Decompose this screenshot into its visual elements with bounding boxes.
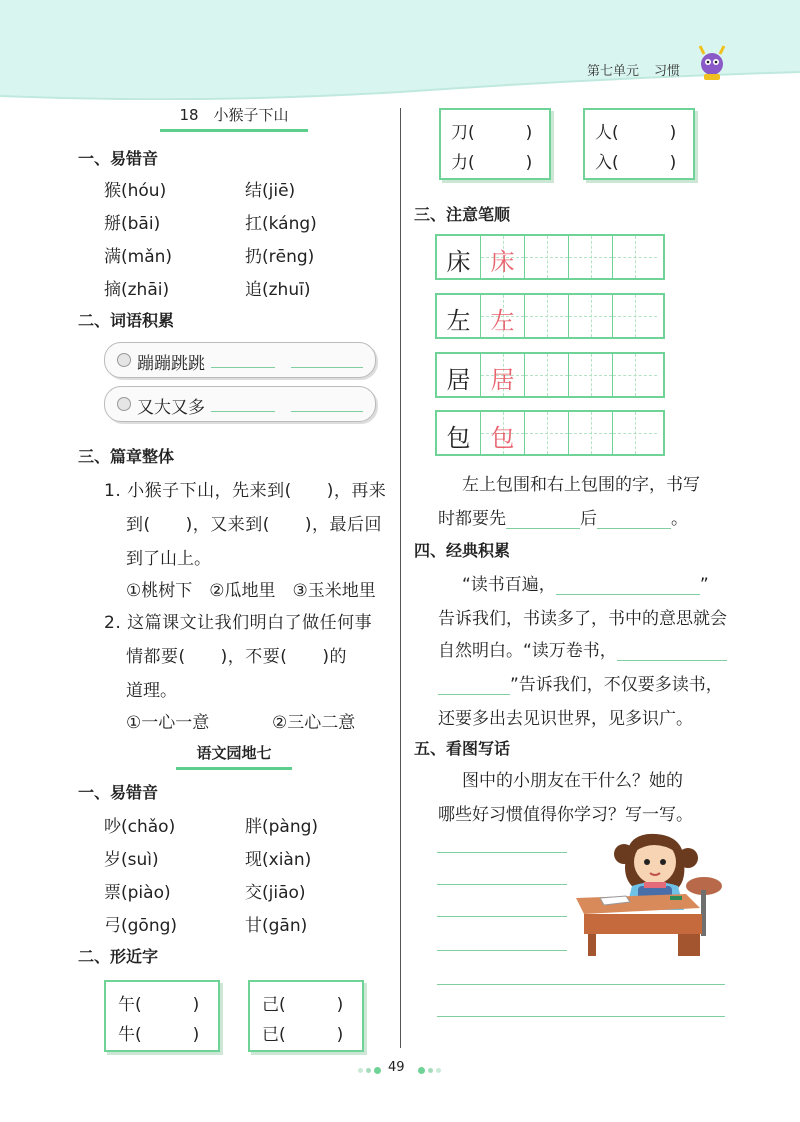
similar-char-box [104,980,220,1052]
bullet-icon [117,353,131,367]
pinyin-item: 掰(bāi) [104,214,161,234]
similar-char-item[interactable]: 午( ) [118,995,200,1015]
mascot-icon [694,44,730,84]
trace-char-cell: 左 [481,295,525,337]
decor-dot [436,1068,441,1073]
section-heading: 三、篇章整体 [78,447,175,466]
question-text: 到了山上。 [126,549,211,569]
column-divider [400,108,401,1048]
decor-dot [366,1068,371,1073]
similar-char-item[interactable]: 人( ) [595,123,677,143]
pinyin-item: 票(piào) [104,883,171,903]
practice-cell[interactable] [569,236,613,278]
question-text: 道理。 [126,681,177,701]
note-text: 时都要先 后 。 [438,509,688,529]
practice-cell[interactable] [525,354,569,396]
section-heading: 三、注意笔顺 [414,205,511,224]
trace-char-cell: 包 [481,412,525,454]
answer-line[interactable] [438,676,510,695]
header-banner [0,0,800,100]
word-pill [104,386,376,422]
bullet-icon [117,397,131,411]
classic-text: “读书百遍， ” [462,575,709,595]
writing-line[interactable] [437,984,725,985]
word-item: 蹦蹦跳跳 [137,354,205,374]
pinyin-item: 猴(hóu) [104,181,167,201]
classic-text: 还要多出去见识世界，见多识广。 [438,709,693,729]
pinyin-item: 甘(gān) [245,916,308,936]
pinyin-item: 交(jiāo) [245,883,306,903]
decor-dot [418,1067,425,1074]
question-option: ①一心一意 [126,713,210,733]
practice-cell[interactable] [613,354,657,396]
word-item: 又大又多 [137,398,205,418]
stroke-grid-row [435,410,665,456]
writing-line[interactable] [437,916,567,917]
decor-dot [374,1067,381,1074]
similar-char-item[interactable]: 已( ) [262,1025,344,1045]
header-topic: 习惯 [654,64,681,79]
question-options: ①桃树下 ②瓜地里 ③玉米地里 [126,581,376,601]
answer-line[interactable] [291,411,363,412]
section-heading: 一、易错音 [78,783,159,802]
similar-char-box [439,108,551,180]
question-text: 到( )，又来到( )，最后回 [126,515,383,535]
writing-line[interactable] [437,950,567,951]
similar-char-item[interactable]: 刀( ) [451,123,533,143]
section-heading: 四、经典积累 [414,541,511,560]
classic-text: 自然明白。“读万卷书， [438,636,727,661]
lesson-title: 18 小猴子下山 [160,104,308,132]
question-text: 情都要( )，不要( )的 [126,647,348,667]
question-text: 1. 小猴子下山，先来到( )，再来 [104,481,387,501]
pinyin-item: 摘(zhāi) [104,280,170,300]
stroke-grid-row [435,293,665,339]
stroke-grid-row [435,234,665,280]
pinyin-item: 弓(gōng) [104,916,178,936]
pinyin-item: 扛(káng) [245,214,317,234]
similar-char-item[interactable]: 力( ) [451,153,533,173]
practice-cell[interactable] [525,295,569,337]
answer-line[interactable] [291,367,363,368]
section-heading: 二、词语积累 [78,311,175,330]
similar-char-item[interactable]: 入( ) [595,153,677,173]
question-text: 2. 这篇课文让我们明白了做任何事 [104,613,373,633]
answer-line[interactable] [211,411,275,412]
similar-char-item[interactable]: 牛( ) [118,1025,200,1045]
page-number: 49 [388,1060,405,1075]
model-char-cell: 包 [437,412,481,454]
model-char-cell: 居 [437,354,481,396]
practice-cell[interactable] [569,412,613,454]
stroke-grid-row [435,352,665,398]
practice-cell[interactable] [569,295,613,337]
pinyin-item: 岁(suì) [104,850,159,870]
similar-char-item[interactable]: 己( ) [262,995,344,1015]
prompt-text: 哪些好习惯值得你学习？写一写。 [438,805,693,825]
pinyin-item: 追(zhuī) [245,280,311,300]
answer-line[interactable] [617,642,727,661]
pinyin-item: 胖(pàng) [245,817,319,837]
writing-line[interactable] [437,852,567,853]
practice-cell[interactable] [613,295,657,337]
model-char-cell: 左 [437,295,481,337]
classic-text: ”告诉我们，不仅要多读书， [438,670,723,695]
trace-char-cell: 居 [481,354,525,396]
writing-line[interactable] [437,884,567,885]
header-unit: 第七单元 [587,64,640,79]
practice-cell[interactable] [613,236,657,278]
similar-char-box [248,980,364,1052]
section-heading: 一、易错音 [78,149,159,168]
pinyin-item: 扔(rēng) [245,247,315,267]
question-option: ②三心二意 [272,713,356,733]
practice-cell[interactable] [613,412,657,454]
word-pill [104,342,376,378]
pinyin-item: 现(xiàn) [245,850,312,870]
section-heading: 五、看图写话 [414,739,511,758]
answer-line[interactable] [597,510,671,529]
practice-cell[interactable] [569,354,613,396]
decor-dot [358,1068,363,1073]
answer-line[interactable] [556,576,700,595]
trace-char-cell: 床 [481,236,525,278]
pinyin-item: 满(mǎn) [104,247,173,267]
answer-line[interactable] [506,510,580,529]
pinyin-item: 结(jiē) [245,181,296,201]
section-heading: 二、形近字 [78,947,159,966]
note-text: 左上包围和右上包围的字，书写 [462,475,700,495]
pinyin-item: 吵(chǎo) [104,817,176,837]
garden-title: 语文园地七 [176,742,292,770]
classic-text: 告诉我们，书读多了，书中的意思就会 [438,609,727,629]
model-char-cell: 床 [437,236,481,278]
practice-cell[interactable] [525,412,569,454]
decor-dot [428,1068,433,1073]
girl-at-desk-illustration [574,828,724,960]
prompt-text: 图中的小朋友在干什么？她的 [462,771,683,791]
practice-cell[interactable] [525,236,569,278]
similar-char-box [583,108,695,180]
answer-line[interactable] [211,367,275,368]
writing-line[interactable] [437,1016,725,1017]
